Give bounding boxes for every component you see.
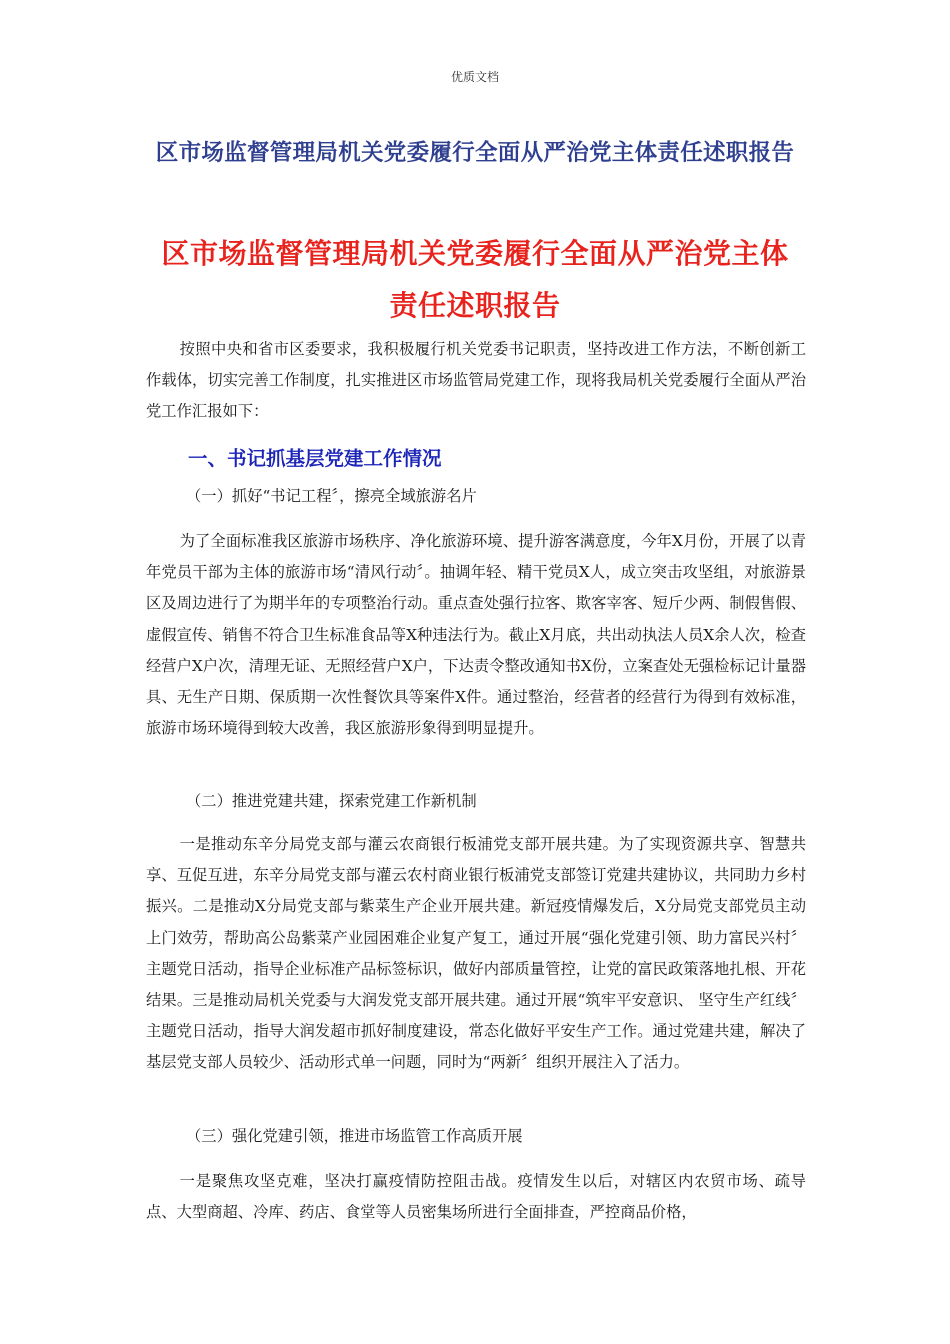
- document-title-blue: 区市场监督管理局机关党委履行全面从严治党主体责任述职报告: [155, 140, 795, 166]
- page-header: 优质文档: [450, 70, 499, 84]
- document-title-red: 区市场监督管理局机关党委履行全面从严治党主体责任述职报告: [161, 237, 789, 322]
- subsection-3-body: 一是聚焦攻坚克难，坚决打赢疫情防控阻击战。疫情发生以后，对辖区内农贸市场、疏导点、大型商超、冷库、药店、食堂等人员密集场所进行全面排查，严控商品价格，: [146, 1172, 806, 1222]
- intro-paragraph: 按照中央和省市区委要求，我积极履行机关党委书记职责，坚持改进工作方法，不断创新工作载体，切实完善工作制度，扎实推进区市场监管局党建工作，现将我局机关党委履行全面从严治党工作汇报如下：: [146, 340, 806, 421]
- subsection-2-body: 一是推动东辛分局党支部与灌云农商银行板浦党支部开展共建。为了实现资源共享、智慧共享、互促互进，东辛分局党支部与灌云农村商业银行板浦党支部签订党建共建协议，共同助力乡村振兴。二是推动X分局党支部与紫菜生产企业开展共建。新冠疫情爆发后，X分局党支部党员主动上门效劳，帮助高公岛紫菜产业园困难企业复产复工，通过开展“强化党建引领、助力富民兴村〞主题党日活动，指导企业标准产品标签标识，做好内部质量管控，让党的富民政策落地扎根、开花结果。三是推动局机关党委与大润发党支部开展共建。通过开展“筑牢平安意识、 坚守生产红线〞主题党日活动，指导大润发超市抓好制度建设，常态化做好平安生产工作。通过党建共建，解决了基层党支部人员较少、活动形式单一问题，同时为“两新〞组织开展注入了活力。: [146, 835, 806, 1072]
- subsection-2-title: （二）推进党建共建，探索党建工作新机制: [186, 792, 477, 810]
- subsection-1-title: （一）抓好“书记工程〞，擦亮全域旅游名片: [186, 487, 477, 505]
- subsection-1-body: 为了全面标准我区旅游市场秩序、净化旅游环境、提升游客满意度，今年X月份，开展了以青年党员干部为主体的旅游市场“清风行动〞。抽调年轻、精干党员X人，成立突击攻坚组，对旅游景区及周边进行了为期半年的专项整治行动。重点查处强行拉客、欺客宰客、短斤少两、制假售假、虚假宣传、销售不符合卫生标准食品等X种违法行为。截止X月底，共出动执法人员X余人次，检查经营户X户次，清理无证、无照经营户X户，下达责令整改通知书X份，立案查处无强检标记计量器具、无生产日期、保质期一次性餐饮具等案件X件。通过整治，经营者的经营行为得到有效标准，旅游市场环境得到较大改善，我区旅游形象得到明显提升。: [146, 532, 806, 738]
- section-1-heading: 一、书记抓基层党建工作情况: [188, 447, 442, 470]
- subsection-3-title: （三）强化党建引领，推进市场监管工作高质开展: [186, 1127, 523, 1145]
